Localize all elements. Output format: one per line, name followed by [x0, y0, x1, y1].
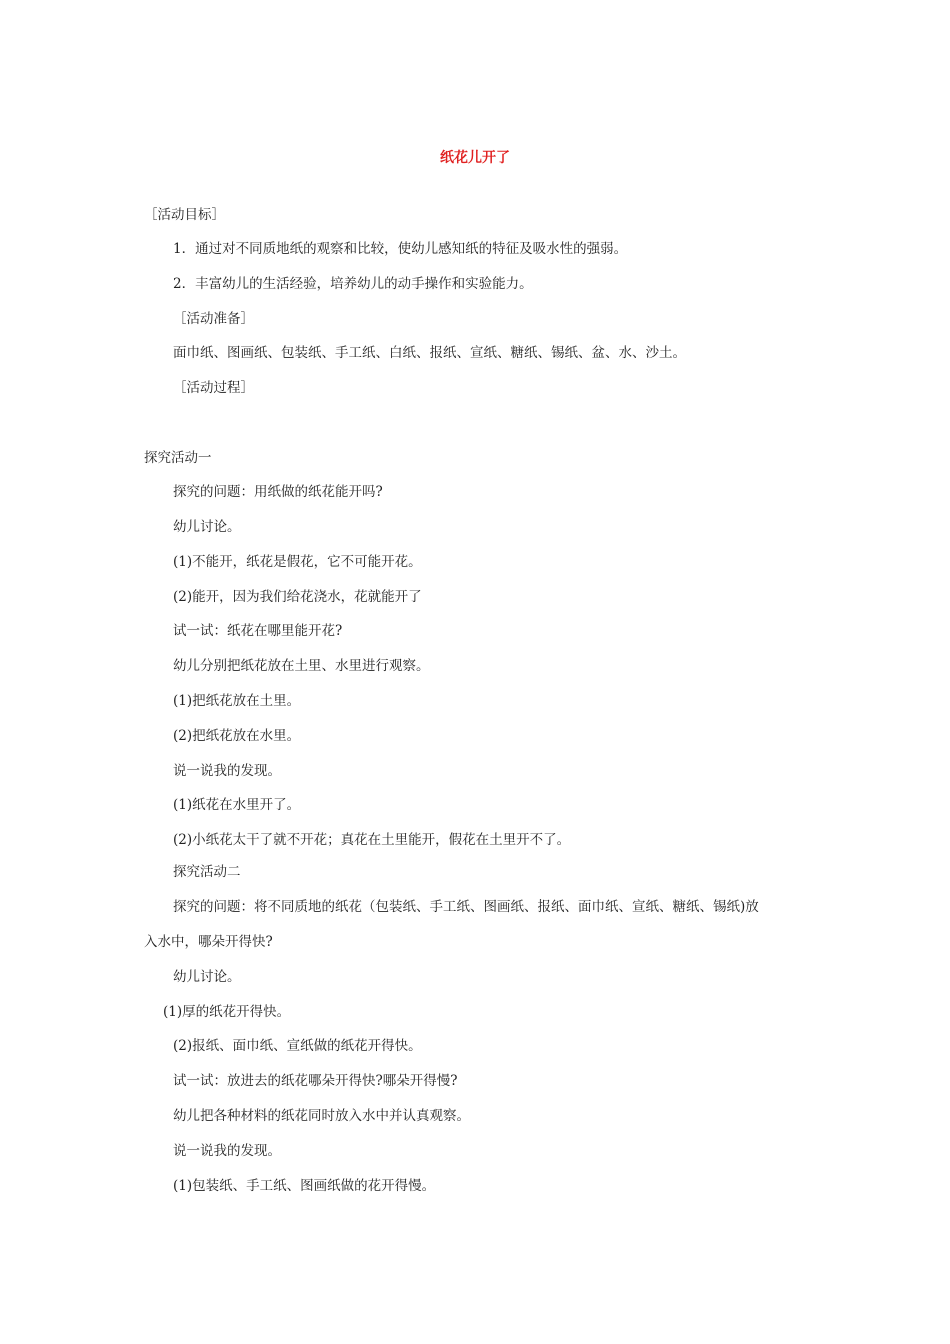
- list-item: (1)包装纸、手工纸、图画纸做的花开得慢。: [173, 1178, 436, 1194]
- paragraph: 幼儿把各种材料的纸花同时放入水中并认真观察。: [173, 1108, 470, 1124]
- section-heading-preparation: ［活动准备］: [173, 311, 254, 327]
- list-item: (1)厚的纸花开得快。: [163, 1004, 291, 1020]
- list-item: (1)不能开，纸花是假花，它不可能开花。: [173, 554, 422, 570]
- list-item: (1)把纸花放在土里。: [173, 693, 301, 709]
- paragraph: 探究的问题：将不同质地的纸花（包装纸、手工纸、图画纸、报纸、面巾纸、宣纸、糖纸、锡纸)放: [173, 899, 759, 915]
- paragraph: 说一说我的发现。: [173, 1143, 281, 1159]
- paragraph: 说一说我的发现。: [173, 763, 281, 779]
- list-item: (2)报纸、面巾纸、宣纸做的纸花开得快。: [173, 1038, 422, 1054]
- document-title: 纸花儿开了: [440, 150, 510, 166]
- paragraph: 探究的问题：用纸做的纸花能开吗?: [173, 484, 383, 500]
- paragraph: 试一试：纸花在哪里能开花?: [173, 623, 343, 639]
- list-item: (2)小纸花太干了就不开花；真花在土里能开，假花在土里开不了。: [173, 832, 571, 848]
- paragraph-continued: 入水中，哪朵开得快?: [144, 934, 273, 950]
- list-item: (2)把纸花放在水里。: [173, 728, 301, 744]
- materials-list: 面巾纸、图画纸、包装纸、手工纸、白纸、报纸、宣纸、糖纸、锡纸、盆、水、沙土。: [173, 345, 686, 361]
- activity-one-heading: 探究活动一: [144, 450, 212, 466]
- goal-item-2: 2．丰富幼儿的生活经验，培养幼儿的动手操作和实验能力。: [173, 276, 533, 292]
- list-item: (2)能开，因为我们给花浇水，花就能开了: [173, 589, 422, 605]
- section-heading-goals: ［活动目标］: [144, 207, 225, 223]
- paragraph: 幼儿讨论。: [173, 969, 241, 985]
- paragraph: 幼儿讨论。: [173, 519, 241, 535]
- list-item: (1)纸花在水里开了。: [173, 797, 301, 813]
- paragraph: 试一试：放进去的纸花哪朵开得快?哪朵开得慢?: [173, 1073, 458, 1089]
- paragraph: 幼儿分别把纸花放在土里、水里进行观察。: [173, 658, 430, 674]
- section-heading-process: ［活动过程］: [173, 380, 254, 396]
- goal-item-1: 1．通过对不同质地纸的观察和比较，使幼儿感知纸的特征及吸水性的强弱。: [173, 241, 628, 257]
- activity-two-heading: 探究活动二: [173, 864, 241, 880]
